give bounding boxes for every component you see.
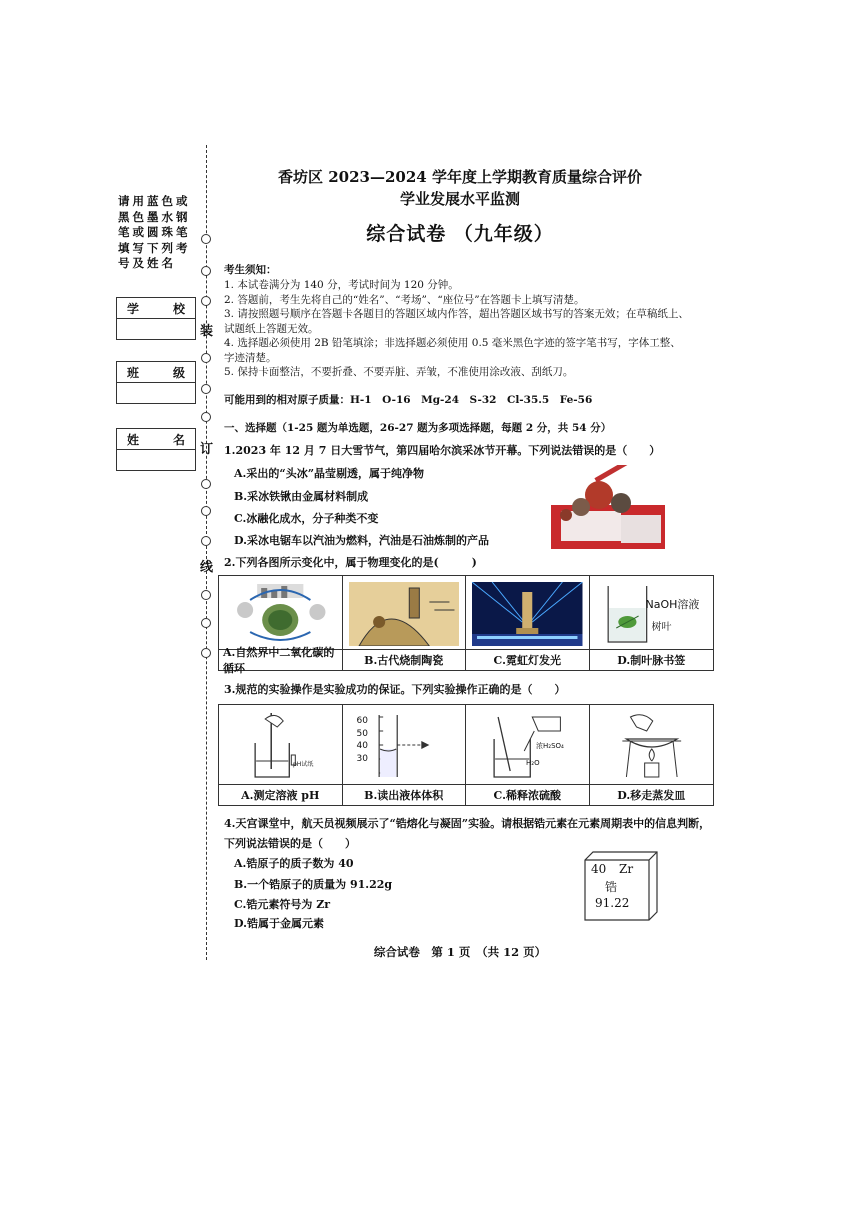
name-label-b: 名 [172,432,185,447]
neon-light-image [472,582,583,646]
school-field[interactable] [116,297,196,340]
q2-caption-d: D.制叶脉书签 [590,649,714,670]
ph-test-image [225,711,336,781]
q3-option-b[interactable] [343,705,467,805]
q3-caption-c: C.稀释浓硫酸 [466,784,589,805]
q4-option-d[interactable]: D.锆属于金属元素 [234,917,324,930]
exam-title: 香坊区 2023—2024 学年度上学期教育质量综合评价 [278,168,642,186]
paper-title: 综合试卷 （九年级） [366,223,554,245]
q3-caption-b: B.读出液体体积 [343,784,466,805]
sidebar-instruction: 请用蓝色或黑色墨水钢笔或圆珠笔填写下列考号及姓名 [118,194,191,270]
name-input[interactable] [117,450,195,470]
q2-option-d[interactable] [590,576,714,670]
q3-option-a[interactable] [219,705,343,805]
binding-hole [201,648,211,658]
class-input[interactable] [117,383,195,403]
notice-item: 4. 选择题必须使用 2B 铅笔填涂；非选择题必须使用 0.5 毫米黑色字迹的签字笔书写，字体工整、 [224,337,681,349]
notice-list [224,278,724,380]
q2-caption-c: C.霓虹灯发光 [466,649,589,670]
q3-stem: 3.规范的实验操作是实验成功的保证。下列实验操作正确的是（ ） [224,683,566,696]
q4-option-a[interactable]: A.锆原子的质子数为 40 [234,857,354,870]
element-symbol: Zr [619,862,634,876]
tick-label: 40 [356,741,368,751]
q3-option-c[interactable] [466,705,590,805]
q4-option-b[interactable]: B.一个锆原子的质量为 91.22g [234,878,393,891]
binding-hole [201,618,211,628]
notice-item: 试题纸上答题无效。 [224,322,319,335]
graduated-cylinder-image [349,711,460,781]
binding-hole [201,234,211,244]
ice-festival-photo [551,465,665,549]
binding-mark-ding: 订 [200,442,214,457]
q2-option-c[interactable] [466,576,590,670]
q1-option-c[interactable]: C.冰融化成水，分子种类不变 [234,512,379,525]
pottery-kiln-image [349,582,460,646]
carbon-cycle-image [225,582,336,646]
element-number: 40 [591,862,607,876]
class-label-a: 班 [127,365,140,380]
notice-item: 1. 本试卷满分为 140 分，考试时间为 120 分钟。 [224,279,459,291]
q4-option-c[interactable]: C.锆元素符号为 Zr [234,898,331,911]
class-label-b: 级 [172,365,185,380]
q3-figure-table [218,704,714,806]
binding-hole [201,536,211,546]
q4-stem-line2: 下列说法错误的是（ ） [224,837,356,850]
binding-hole [201,590,211,600]
q3-option-d[interactable] [590,705,714,805]
tick-label: 50 [356,728,368,739]
name-label-a: 姓 [127,432,140,447]
section-heading: 一、选择题（1-25 题为单选题，26-27 题为多项选择题，每题 2 分，共 54 分） [224,422,612,434]
ph-paper-label: pH试纸 [293,761,314,768]
q1-option-a[interactable]: A.采出的“头冰”晶莹剔透，属于纯净物 [234,467,425,480]
binding-hole [201,412,211,422]
binding-mark-xian: 线 [200,560,214,575]
notice-item: 3. 请按照题号顺序在答题卡各题目的答题区域内作答，超出答题区域书写的答案无效；在草稿纸上、 [224,308,689,320]
naoh-label: NaOH溶液 [645,598,700,611]
evaporating-dish-image [596,711,708,781]
page-footer: 综合试卷 第 1 页 （共 12 页） [373,945,547,959]
q4-stem-line1: 4.天宫课堂中，航天员视频展示了“锆熔化与凝固”实验。请根据锆元素在元素周期表中的信息判断， [224,817,711,830]
conc-acid-label: 浓H₂SO₄ [536,742,564,750]
q3-caption-d: D.移走蒸发皿 [590,784,714,805]
water-label: H₂O [526,759,540,767]
binding-hole [201,479,211,489]
zirconium-element-card [583,850,649,910]
tick-label: 30 [356,753,368,764]
binding-hole [201,506,211,516]
q2-option-a[interactable] [219,576,343,675]
school-input[interactable] [117,319,195,339]
leaf-label: 树叶 [651,622,672,633]
class-field[interactable] [116,361,196,404]
leaf-bookmark-image [596,582,708,646]
notice-heading: 考生须知： [224,264,277,276]
q2-stem: 2.下列各图所示变化中，属于物理变化的是( ) [224,556,477,569]
school-label-a: 学 [127,301,140,316]
notice-item: 字迹清楚。 [224,351,277,364]
exam-subtitle: 学业发展水平监测 [399,190,520,208]
q1-option-b[interactable]: B.采冰铁锹由金属材料制成 [234,490,369,503]
school-label-b: 校 [172,301,185,316]
element-mass: 91.22 [595,896,630,910]
notice-item: 5. 保持卡面整洁，不要折叠、不要弄脏、弄皱，不准使用涂改液、刮纸刀。 [224,366,574,378]
q2-caption-b: B.古代烧制陶瓷 [343,649,466,670]
name-field[interactable] [116,428,196,471]
tick-label: 60 [356,716,368,726]
atomic-masses: 可能用到的相对原子质量：H-1 O-16 Mg-24 S-32 Cl-35.5 Fe-56 [224,394,593,406]
q1-stem: 1.2023 年 12 月 7 日大雪节气，第四届哈尔滨采冰节开幕。下列说法错误的是（ ） [224,444,661,457]
binding-mark-zhuang: 装 [200,324,214,339]
q3-caption-a: A.测定溶液 pH [219,784,342,805]
binding-hole [201,384,211,394]
binding-hole [201,296,211,306]
element-name: 锆 [605,880,618,894]
binding-hole [201,353,211,363]
notice-item: 2. 答题前，考生先将自己的“姓名”、“考场”、“座位号”在答题卡上填写清楚。 [224,293,585,306]
q2-option-b[interactable] [343,576,467,670]
q1-option-d[interactable]: D.采冰电锯车以汽油为燃料，汽油是石油炼制的产品 [234,534,489,547]
q2-caption-a: A.自然界中二氧化碳的循环 [219,649,342,670]
q2-figure-table [218,575,714,675]
dilute-acid-image [472,711,583,781]
binding-hole [201,266,211,276]
cylinder-ticks [357,715,368,765]
